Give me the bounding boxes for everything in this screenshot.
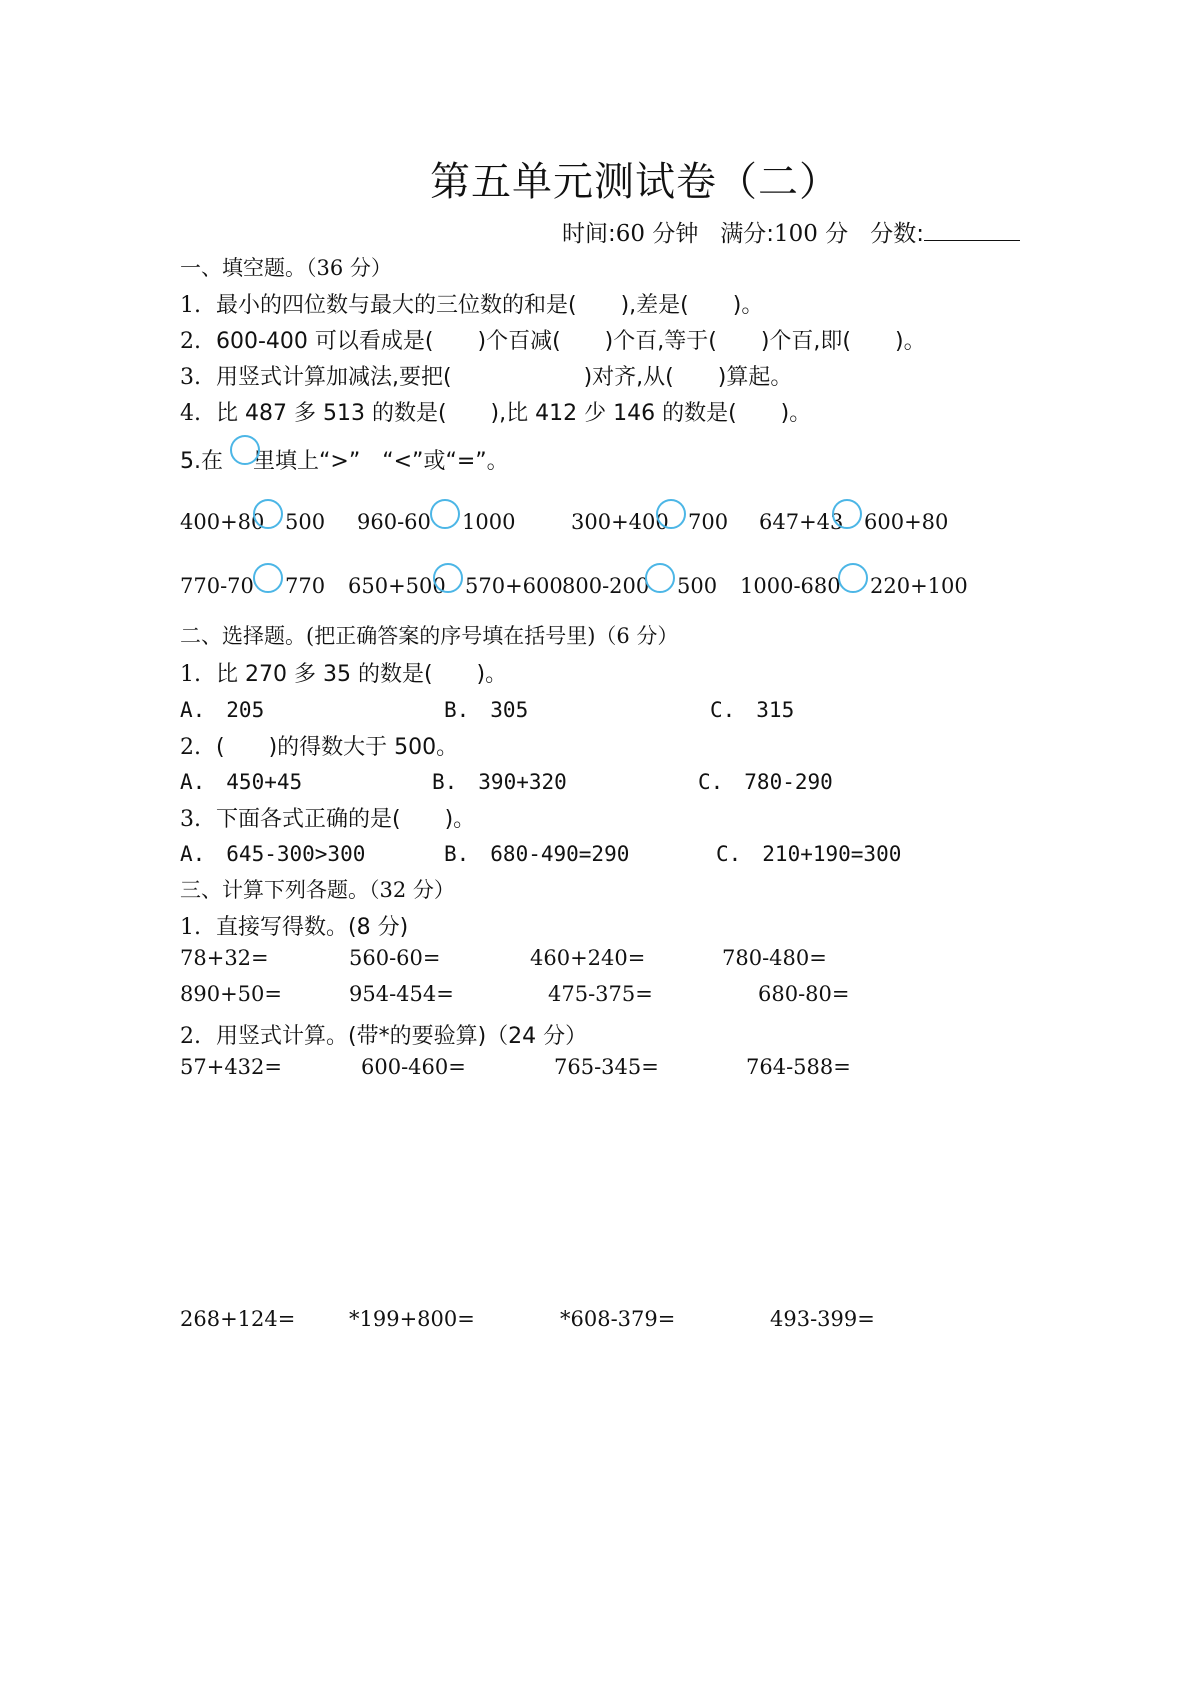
compare-6-right: 570+600	[465, 574, 563, 598]
s2-q2-option-c[interactable]: C. 780-290	[698, 770, 833, 794]
s2-q1-text: 比 270 多 35 的数是( )。	[216, 662, 508, 687]
compare-8-right: 220+100	[870, 574, 968, 598]
s1-q4-text: 比 487 多 513 的数是( ),比 412 少 146 的数是( )。	[216, 401, 812, 426]
q5-example-circle-icon	[230, 435, 260, 465]
s1-q3-num: 3.	[180, 365, 201, 390]
compare-6-circle[interactable]	[433, 563, 463, 593]
s2-q3-text: 下面各式正确的是( )。	[216, 807, 476, 832]
compare-2-right: 1000	[462, 510, 516, 534]
s3-question-1	[180, 910, 408, 941]
direct-calc-8: 680-80=	[758, 982, 850, 1006]
compare-5-left: 770-70	[180, 574, 254, 598]
compare-3-left: 300+400	[571, 510, 669, 534]
s2-q3-num: 3.	[180, 807, 201, 832]
score-blank[interactable]	[924, 218, 1020, 241]
full-label: 满分:	[720, 221, 775, 247]
vertical-calc-8: 493-399=	[770, 1307, 875, 1331]
vertical-calc-7: *608-379=	[560, 1307, 676, 1331]
score-label: 分数:	[870, 221, 924, 247]
compare-2-circle[interactable]	[430, 499, 460, 529]
compare-1-right: 500	[285, 510, 326, 534]
s2-q1-option-a[interactable]: A. 205	[180, 698, 265, 722]
section1-heading: 一、填空题。（36 分）	[180, 256, 392, 280]
s2-q2-option-a[interactable]: A. 450+45	[180, 770, 303, 794]
s1-q5-post: 里填上“>” “<”或“=”。	[253, 449, 509, 474]
s2-q3-option-a[interactable]: A. 645-300>300	[180, 842, 366, 866]
s2-q3-option-c[interactable]: C. 210+190=300	[716, 842, 902, 866]
s3-question-2	[180, 1019, 587, 1050]
s2-q1-option-c[interactable]: C. 315	[710, 698, 795, 722]
s1-question-4	[180, 396, 811, 427]
vertical-calc-4: 764-588=	[746, 1055, 851, 1079]
s2-q2-text: ( )的得数大于 500。	[216, 735, 459, 760]
vertical-calc-2: 600-460=	[361, 1055, 466, 1079]
compare-2-left: 960-60	[357, 510, 431, 534]
vertical-calc-5: 268+124=	[180, 1307, 296, 1331]
direct-calc-3: 460+240=	[530, 946, 646, 970]
s2-q1-num: 1.	[180, 662, 201, 687]
full-unit: 分	[825, 221, 849, 247]
compare-1-circle[interactable]	[253, 499, 283, 529]
s1-q2-text: 600-400 可以看成是( )个百减( )个百,等于( )个百,即( )。	[216, 329, 926, 354]
s1-q1-num: 1.	[180, 293, 201, 318]
time-value: 60	[615, 221, 646, 247]
compare-7-circle[interactable]	[645, 563, 675, 593]
s1-q5-pre: 5.在	[180, 449, 223, 474]
section2-heading: 二、选择题。(把正确答案的序号填在括号里)（6 分）	[180, 624, 679, 648]
compare-3-right: 700	[688, 510, 729, 534]
s2-question-2	[180, 730, 458, 761]
compare-1-left: 400+80	[180, 510, 265, 534]
direct-calc-5: 890+50=	[180, 982, 282, 1006]
compare-7-left: 800-200	[562, 574, 650, 598]
vertical-calc-6: *199+800=	[349, 1307, 475, 1331]
s2-q2-option-b[interactable]: B. 390+320	[432, 770, 567, 794]
s1-q4-num: 4.	[180, 401, 201, 426]
s3-q1-num: 1.	[180, 915, 201, 940]
s3-q2-text: 用竖式计算。(带*的要验算)（24 分）	[216, 1024, 588, 1049]
s1-question-3	[180, 360, 792, 391]
compare-6-left: 650+500	[348, 574, 446, 598]
s2-q3-option-b[interactable]: B. 680-490=290	[444, 842, 630, 866]
direct-calc-1: 78+32=	[180, 946, 269, 970]
s1-q1-text: 最小的四位数与最大的三位数的和是( ),差是( )。	[216, 293, 764, 318]
page-title: 第五单元测试卷（二）	[430, 159, 840, 205]
compare-5-circle[interactable]	[253, 563, 283, 593]
s2-question-3	[180, 802, 475, 833]
compare-4-right: 600+80	[864, 510, 949, 534]
compare-4-circle[interactable]	[832, 499, 862, 529]
vertical-calc-3: 765-345=	[554, 1055, 659, 1079]
full-value: 100	[774, 221, 818, 247]
s2-q2-num: 2.	[180, 735, 201, 760]
direct-calc-6: 954-454=	[349, 982, 454, 1006]
s1-question-1	[180, 288, 763, 319]
s2-question-1	[180, 657, 507, 688]
compare-7-right: 500	[677, 574, 718, 598]
s1-q3-text: 用竖式计算加减法,要把( )对齐,从( )算起。	[216, 365, 793, 390]
compare-8-left: 1000-680	[740, 574, 841, 598]
s2-q1-option-b[interactable]: B. 305	[444, 698, 529, 722]
compare-4-left: 647+43	[759, 510, 844, 534]
direct-calc-7: 475-375=	[548, 982, 653, 1006]
compare-8-circle[interactable]	[838, 563, 868, 593]
s1-q2-num: 2.	[180, 329, 201, 354]
compare-5-right: 770	[285, 574, 326, 598]
section3-heading: 三、计算下列各题。（32 分）	[180, 878, 455, 902]
vertical-calc-1: 57+432=	[180, 1055, 282, 1079]
s3-q1-text: 直接写得数。(8 分)	[216, 915, 409, 940]
compare-3-circle[interactable]	[656, 499, 686, 529]
time-label: 时间:	[562, 221, 616, 247]
direct-calc-2: 560-60=	[349, 946, 441, 970]
s3-q2-num: 2.	[180, 1024, 201, 1049]
exam-meta	[562, 215, 1020, 248]
s1-question-2	[180, 324, 926, 355]
direct-calc-4: 780-480=	[722, 946, 827, 970]
time-unit: 分钟	[652, 221, 699, 247]
